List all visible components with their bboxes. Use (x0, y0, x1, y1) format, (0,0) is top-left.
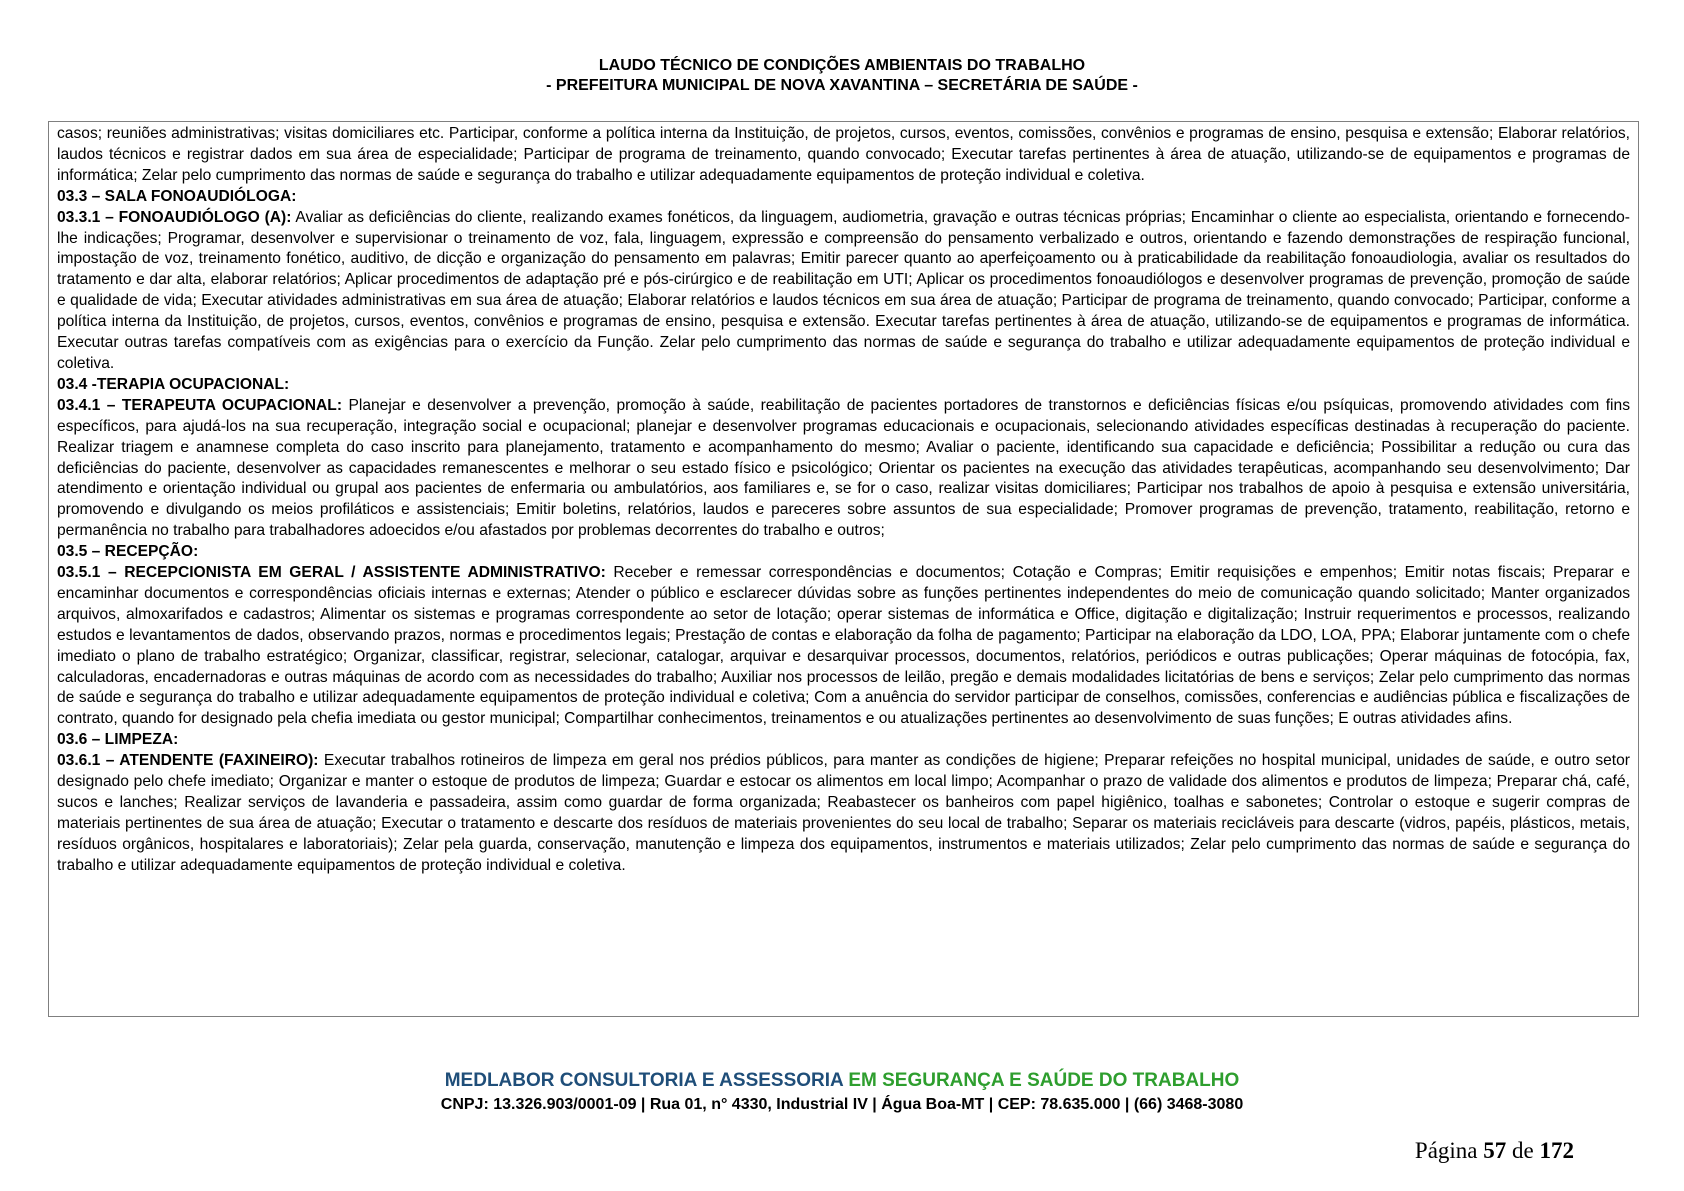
role-paragraph-fonoaudiologo (57, 208, 1630, 375)
role-paragraph-terapeuta (57, 396, 1630, 542)
page-total: 172 (1539, 1138, 1574, 1163)
role-description: Planejar e desenvolver a prevenção, promoção à saúde, reabilitação de pacientes portadores de transtornos e deficiências físicas e/ou psíquicas, promovendo atividades com fins específicos, para ajudá-los na sua recuperação, integração social e ocupacional; planejar e desenvolver programas educacionais e ocupacionais, selecionando atividades específicas destinadas à recuperação do paciente. Realizar triagem e anamnese completa do caso inscrito para planejamento, tratamento e acompanhamento do mesmo; Avaliar o paciente, identificando sua capacidade e deficiência; Possibilitar a redução ou cura das deficiências do paciente, desenvolver as capacidades remanescentes e melhorar o seu estado físico e psicológico; Orientar os pacientes na execução das atividades terapêuticas, acompanhando seu desenvolvimento; Dar atendimento e orientação individual ou grupal aos pacientes de enfermaria ou ambulatórios, aos familiares e, se for o caso, realizar visitas domiciliares; Participar nos trabalhos de apoio à pesquisa e extensão universitária, promovendo e divulgando os meios profiláticos e assistenciais; Emitir boletins, relatórios, laudos e pareceres sobre assuntos de sua especialidade; Promover programas de prevenção, tratamento, reabilitação, retorno e permanência no trabalho para trabalhadores adoecidos e/ou afastados por problemas decorrentes do trabalho e outros; (57, 396, 1630, 540)
document-title: LAUDO TÉCNICO DE CONDIÇÕES AMBIENTAIS DO TRABALHO (598, 57, 1086, 74)
role-description: Executar trabalhos rotineiros de limpeza em geral nos prédios públicos, para manter as condições de higiene; Preparar refeições no hospital municipal, unidades de saúde, e outro setor designado pelo chefe imediato; Organizar e manter o estoque de produtos de limpeza; Guardar e estocar os alimentos em local limpo; Acompanhar o prazo de validade dos alimentos e produtos de limpeza; Preparar chá, café, sucos e lanches; Realizar serviços de lavanderia e passadeira, assim como guardar de forma organizada; Reabastecer os banheiros com papel higiênico, toalhas e sabonetes; Controlar o estoque e sugerir compras de materiais pertinentes de sua área de atuação; Executar o tratamento e descarte dos resíduos de materiais provenientes do seu local de trabalho; Separar os materiais recicláveis para descarte (vidros, papéis, plásticos, metais, resíduos orgânicos, hospitalares e laboratoriais); Zelar pela guarda, conservação, manutenção e limpeza dos equipamentos, instrumentos e materiais utilizados; Zelar pelo cumprimento das normas de saúde e segurança do trabalho e utilizar adequadamente equipamentos de proteção individual e coletiva. (57, 752, 1630, 874)
document-subtitle: - PREFEITURA MUNICIPAL DE NOVA XAVANTINA – SECRETÁRIA DE SAÚDE - (546, 77, 1138, 94)
page-label: Página (1414, 1138, 1478, 1163)
section-heading-recepcao: 03.5 – RECEPÇÃO: (57, 543, 199, 561)
section-heading-terapia-ocupacional: 03.4 -TERAPIA OCUPACIONAL: (57, 375, 290, 393)
document-footer (0, 1069, 1684, 1116)
company-name-green: EM SEGURANÇA E SAÚDE DO TRABALHO (843, 1070, 1240, 1091)
section-heading-fonoaudiologa: 03.3 – SALA FONOAUDIÓLOGA: (57, 187, 297, 205)
section-heading-limpeza: 03.6 – LIMPEZA: (57, 731, 179, 749)
role-paragraph-recepcionista (57, 563, 1630, 730)
role-title: 03.4.1 – TERAPEUTA OCUPACIONAL: (57, 396, 343, 414)
role-description: Receber e remessar correspondências e documentos; Cotação e Compras; Emitir requisições e empenhos; Emitir notas fiscais; Preparar e encaminhar documentos e correspondências oficiais internas e externas; Atender o público e esclarecer dúvidas sobre as funções pertinentes independentes do meio de comunicação quando solicitado; Manter organizados arquivos, almoxarifados e cadastros; Alimentar os sistemas e programas correspondente ao setor de lotação; operar sistemas de informática e Office, digitação e digitalização; Instruir requerimentos e processos, realizando estudos e levantamentos de dados, observando prazos, normas e procedimentos legais; Prestação de contas e elaboração da folha de pagamento; Participar na elaboração da LDO, LOA, PPA; Elaborar juntamente com o chefe imediato o plano de trabalho estratégico; Organizar, classificar, registrar, selecionar, catalogar, arquivar e desarquivar processos, documentos, relatórios, periódicos e outras publicações; Operar máquinas de fotocópia, fax, calculadoras, encadernadoras e outras máquinas de acordo com as necessidades do trabalho; Auxiliar nos processos de leilão, pregão e demais modalidades licitatórias de bens e serviços; Zelar pelo cumprimento das normas de saúde e segurança do trabalho e utilizar adequadamente equipamentos de proteção individual e coletiva; Com a anuência do servidor participar de conselhos, comissões, conferencias e audiências pública e fiscalizações de contrato, quando for designado pela chefia imediata ou gestor municipal; Compartilhar conhecimentos, treinamentos e ou atualizações pertinentes ao desenvolvimento de suas funções; E outras atividades afins. (57, 564, 1630, 728)
role-title: 03.6.1 – ATENDENTE (FAXINEIRO): (57, 752, 319, 770)
role-description: Avaliar as deficiências do cliente, realizando exames fonéticos, da linguagem, audiometria, gravação e outras técnicas próprias; Encaminhar o cliente ao especialista, orientando e fornecendo-lhe indicações; Programar, desenvolver e supervisionar o treinamento de voz, fala, linguagem, expressão e compreensão do pensamento verbalizado e outros, orientando e fazendo demonstrações de respiração funcional, impostação de voz, treinamento fonético, auditivo, de dicção e organização do pensamento em palavras; Emitir parecer quanto ao aperfeiçoamento ou à praticabilidade da reabilitação fonoaudiologia, avaliar os resultados do tratamento e dar alta, elaborar relatórios; Aplicar procedimentos de adaptação pré e pós-cirúrgico e de reabilitação em UTI; Aplicar os procedimentos fonoaudiólogos e desenvolver programas de prevenção, promoção de saúde e qualidade de vida; Executar atividades administrativas em sua área de atuação; Elaborar relatórios e laudos técnicos em sua área de atuação; Participar de programa de treinamento, quando convocado; Participar, conforme a política interna da Instituição, de projetos, cursos, eventos, convênios e programas de ensino, pesquisa e extensão. Executar tarefas pertinentes à área de atuação, utilizando-se de equipamentos e programas de informática. Executar outras tarefas compatíveis com as exigências para o exercício da Função. Zelar pelo cumprimento das normas de saúde e segurança do trabalho e utilizar adequadamente equipamentos de proteção individual e coletiva. (57, 208, 1630, 372)
company-name-blue: MEDLABOR CONSULTORIA E ASSESSORIA (444, 1070, 844, 1091)
page-separator: de (1512, 1138, 1534, 1163)
page-number (1415, 1137, 1574, 1165)
content-box (48, 121, 1639, 1017)
company-address: CNPJ: 13.326.903/0001-09 | Rua 01, n° 4330, Industrial IV | Água Boa-MT | CEP: 78.635.000 | (66) 3468-3080 (440, 1096, 1244, 1113)
role-paragraph-atendente (57, 751, 1630, 876)
company-name (0, 1069, 1684, 1093)
role-title: 03.5.1 – RECEPCIONISTA EM GERAL / ASSISTENTE ADMINISTRATIVO: (57, 564, 606, 582)
document-header (0, 56, 1684, 96)
intro-paragraph: casos; reuniões administrativas; visitas domiciliares etc. Participar, conforme a política interna da Instituição, de projetos, cursos, eventos, comissões, convênios e programas de ensino, pesquisa e extensão; Elaborar relatórios, laudos técnicos e registrar dados em sua área de especialidade; Participar de programa de treinamento, quando convocado; Executar tarefas pertinentes à área de atuação, utilizando-se de equipamentos e programas de informática; Zelar pelo cumprimento das normas de saúde e segurança do trabalho e utilizar adequadamente equipamentos de proteção individual e coletiva. (57, 125, 1630, 184)
role-title: 03.3.1 – FONOAUDIÓLOGO (A): (57, 208, 292, 226)
page-current: 57 (1483, 1138, 1507, 1163)
